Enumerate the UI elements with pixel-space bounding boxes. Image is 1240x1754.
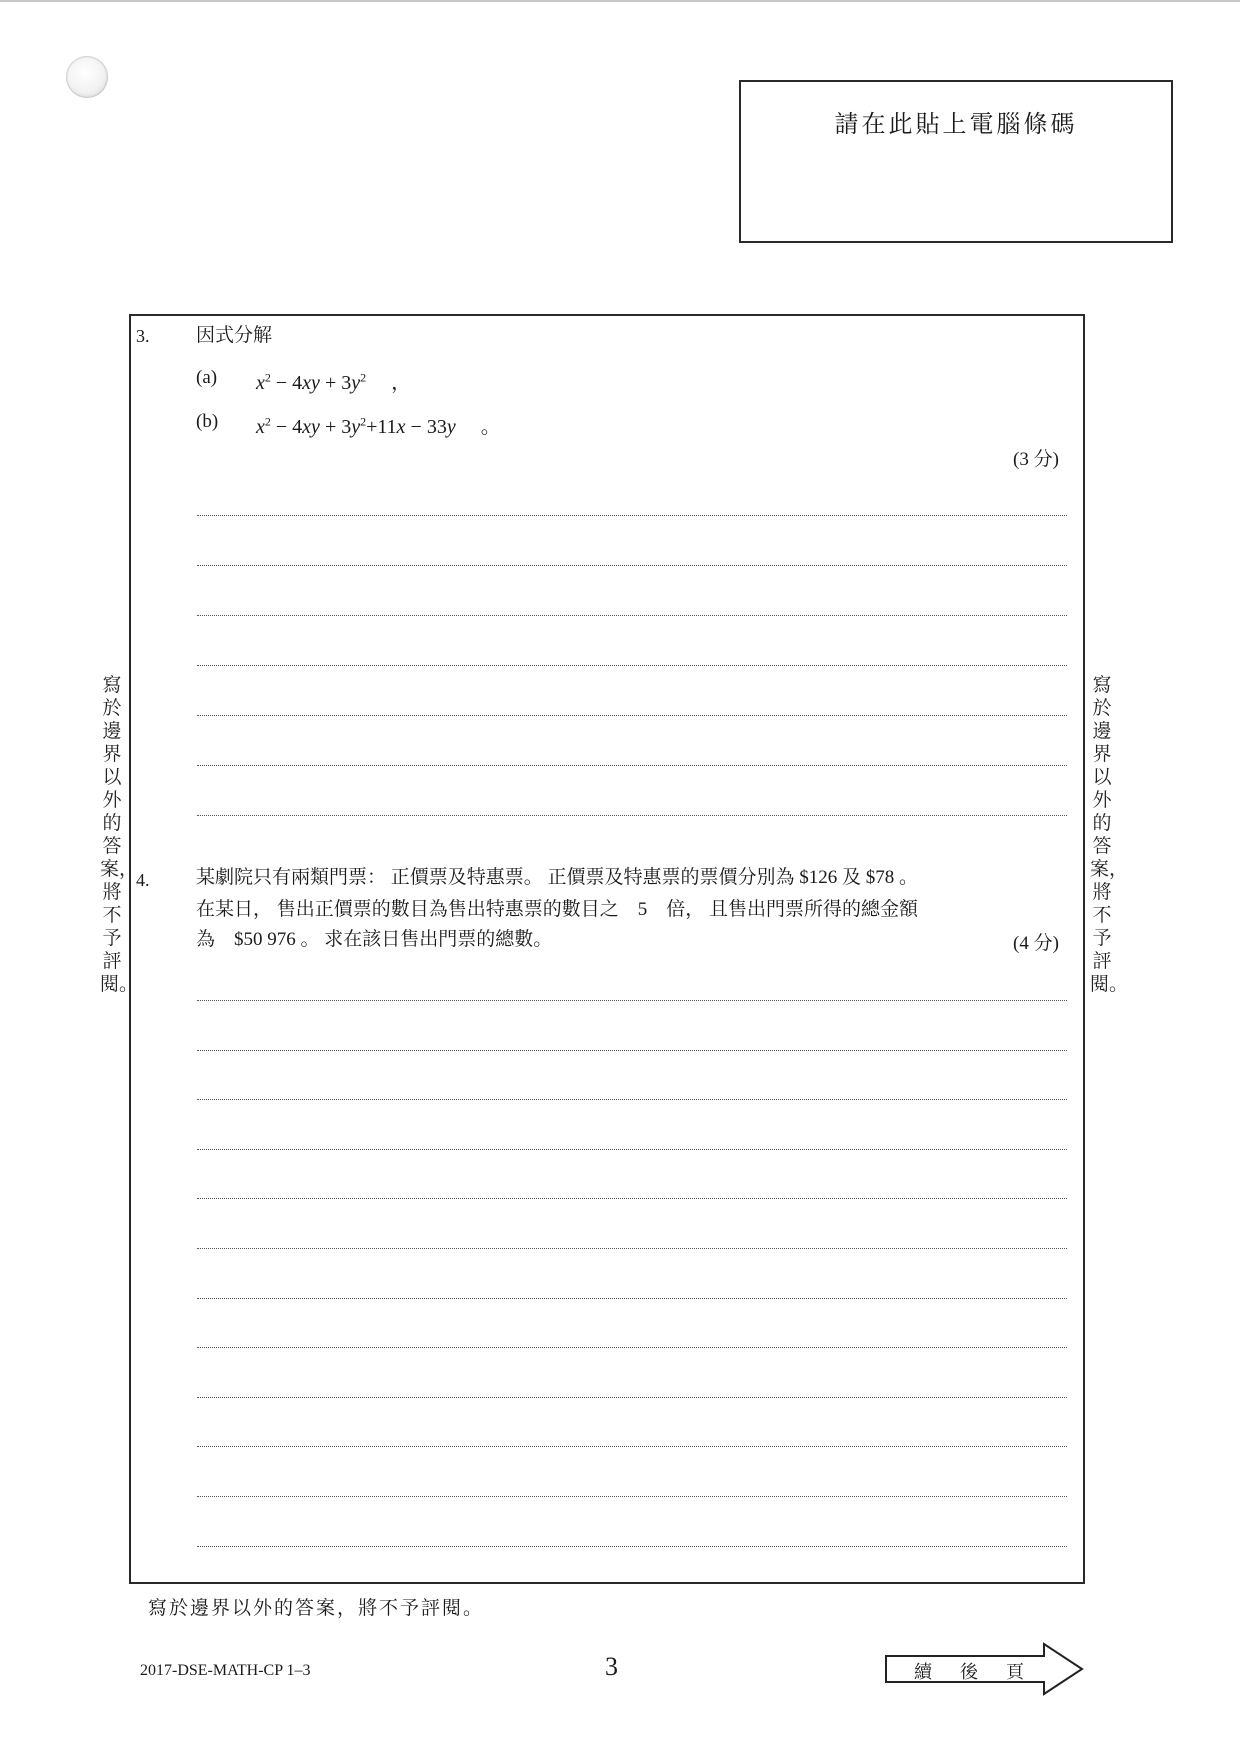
answer-line — [197, 1198, 1067, 1199]
answer-line — [197, 1496, 1067, 1497]
q4-number: 4. — [136, 870, 150, 890]
right-margin-warning: 寫於邊界以外的答案，將不予評閱。 — [1090, 675, 1129, 995]
answer-line — [197, 1298, 1067, 1299]
answer-line — [197, 1397, 1067, 1398]
q3-number: 3. — [136, 326, 150, 346]
q3-part-a-label: (a) — [196, 367, 218, 388]
answer-line — [197, 1050, 1067, 1051]
q3-part-b-expression: $x^2 - 4xy + 3y^2+11x - 33y$ 。 — [256, 414, 501, 438]
answer-line — [197, 715, 1067, 716]
punch-hole-icon — [66, 56, 108, 98]
barcode-label: 請在此貼上電腦條碼 — [834, 112, 1078, 138]
answer-line — [197, 1546, 1067, 1547]
answer-line — [197, 1149, 1067, 1150]
answer-line — [197, 765, 1067, 766]
answer-line — [197, 815, 1067, 816]
answer-line — [197, 1000, 1067, 1001]
q4-line-1: 某劇院只有兩類門票： 正價票及特惠票。 正價票及特惠票的票價分別為 $126 及 $78 。 — [196, 867, 919, 888]
q3-part-a-expression: $x^2 - 4xy + 3y^2$ ， — [256, 370, 412, 394]
answer-line — [197, 615, 1067, 616]
answer-line — [197, 515, 1067, 516]
q4-marks: (4 分) — [1013, 933, 1059, 954]
answer-line — [197, 665, 1067, 666]
q3-part-b-label: (b) — [196, 411, 219, 432]
continue-label: 續後頁 — [914, 1662, 1052, 1682]
answer-line — [197, 1099, 1067, 1100]
q4-line-3: 為 $50 976 。 求在該日售出門票的總數。 — [196, 929, 553, 950]
paper-code: 2017-DSE-MATH-CP 1–3 — [140, 1662, 311, 1679]
bottom-margin-warning: 寫於邊界以外的答案，將不予評閱。 — [148, 1598, 485, 1619]
answer-line — [197, 1446, 1067, 1447]
answer-line — [197, 1347, 1067, 1348]
answer-line — [197, 565, 1067, 566]
scan-edge-line — [0, 0, 1240, 2]
left-margin-warning: 寫於邊界以外的答案，將不予評閱。 — [100, 675, 139, 995]
page-number: 3 — [605, 1652, 618, 1681]
barcode-sticker-box — [739, 80, 1173, 243]
q3-instruction: 因式分解 — [196, 325, 273, 346]
continue-next-page — [884, 1642, 1084, 1696]
answer-line — [197, 1248, 1067, 1249]
q4-line-2: 在某日， 售出正價票的數目為售出特惠票的數目之 5 倍， 且售出門票所得的總金額 — [196, 899, 919, 920]
q3-marks: (3 分) — [1013, 449, 1059, 470]
